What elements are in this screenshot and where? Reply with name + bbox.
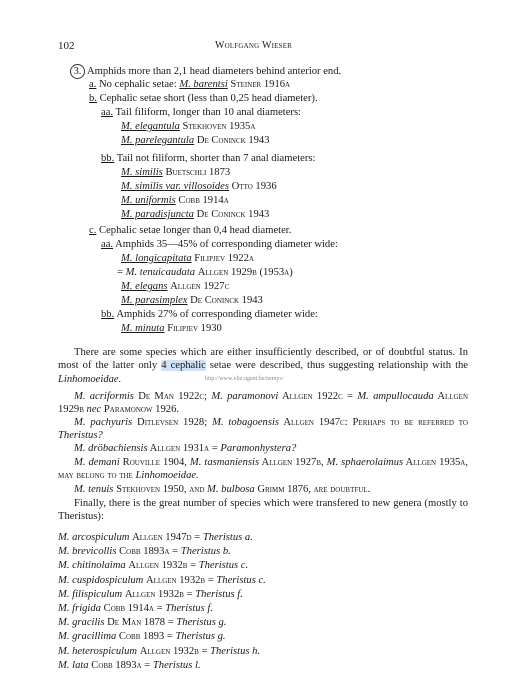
species-name: M. paramonovi <box>211 391 279 402</box>
key-label: bb. <box>101 153 115 164</box>
transfer-row <box>58 645 260 658</box>
key-line-b <box>89 92 318 105</box>
watermark-text: http://www.vliz.ugent.be/nemys/ <box>205 376 284 382</box>
species-authority: Cobb 1893 <box>118 631 165 643</box>
key-species-line <box>121 194 229 207</box>
key-label: c. <box>89 225 97 236</box>
new-genus-name: Theristus f. <box>165 603 213 614</box>
key-label: b. <box>89 93 97 104</box>
species-name: M. sphaerolaimus <box>326 457 404 468</box>
key-text: Amphids 27% of corresponding diameter wide: <box>116 309 318 320</box>
key-line-3 <box>70 64 341 79</box>
species-name: M. demani <box>74 457 120 468</box>
key-species-line <box>121 280 229 293</box>
species-authority: Allgen 1932b <box>139 645 199 657</box>
key-text: Tail filiform, longer than 10 anal diameters: <box>115 107 302 118</box>
species-authority: Cobb 1893a <box>91 659 142 671</box>
taxon-name: Linhomoeidae. <box>135 470 199 482</box>
equals-sign: = <box>191 532 203 543</box>
key-text: Amphids 35—45% of corresponding diameter wide: <box>115 239 338 250</box>
species-name: M. elegans <box>121 281 168 292</box>
key-label: a. <box>89 79 97 90</box>
species-authority: De Man 1922c; <box>133 391 212 402</box>
species-name: M. frigida <box>58 603 101 614</box>
transfer-row <box>58 659 201 672</box>
species-name: M. gracillima <box>58 631 117 643</box>
key-species-line <box>121 120 255 133</box>
transfer-row <box>58 588 243 601</box>
species-authority: Stekhoven 1950, and <box>113 484 208 495</box>
equals-sign: = <box>153 603 166 614</box>
species-authority: Cobb 1893a <box>119 546 170 558</box>
species-name: M. lata <box>58 659 89 671</box>
species-authority: Otto 1936 <box>231 181 277 192</box>
new-genus-name: Theristus c. <box>198 560 249 572</box>
transfer-row <box>58 630 226 643</box>
species-authority: De Man 1878 <box>107 617 166 629</box>
new-genus-name: Theristus a. <box>202 532 253 543</box>
species-authority: Ditlevsen 1928; <box>132 417 213 428</box>
transfer-row <box>58 602 213 615</box>
key-text: Amphids more than 2,1 head diameters behind anterior end. <box>87 66 342 77</box>
taxon-name: Linhomoeidae. <box>58 373 122 385</box>
species-authority: Allgen 1932b <box>146 574 206 586</box>
key-species-line <box>121 294 263 307</box>
key-species-line <box>121 180 277 193</box>
key-label: aa. <box>101 239 114 250</box>
species-name: M. elegantula <box>121 121 180 132</box>
equals-sign: = <box>164 631 176 643</box>
new-genus-name: Theristus c. <box>216 574 266 586</box>
equals-sign: = <box>141 659 153 671</box>
paragraph-drobachiensis <box>58 442 468 455</box>
key-line-a <box>89 78 290 91</box>
key-text: No cephalic setae: <box>99 79 180 90</box>
species-authority: Allgen 1947d <box>132 532 192 543</box>
key-text: Tail not filiform, shorter than 7 anal diameters: <box>116 153 316 164</box>
species-name: M. acriformis <box>74 391 134 402</box>
key-species-line <box>121 134 270 147</box>
species-authority: Allgen 1922c = <box>278 391 358 402</box>
paragraph-transfers-intro: Finally, there is the great number of species which were transfered to new genera (mostly to Theristus): <box>58 498 468 523</box>
new-genus-name: Theristus b. <box>180 546 231 558</box>
paragraph-acriformis <box>58 390 468 417</box>
species-name: M. dröbachiensis <box>74 443 148 454</box>
species-name: M. chitinolaima <box>58 560 126 572</box>
species-name: M. parelegantula <box>121 135 195 146</box>
species-authority: Allgen 1929b <box>58 391 468 416</box>
species-authority: Buetschli 1873 <box>165 167 231 178</box>
paragraph-tenuis <box>58 483 468 496</box>
species-authority: Allgen 1932b <box>124 588 184 600</box>
species-authority: De Coninck 1943 <box>190 295 263 306</box>
species-name: M. arcospiculum <box>58 532 130 543</box>
key-line-b-aa <box>101 106 301 119</box>
species-authority: Allgen 1947c: Perhaps to be referred to <box>279 417 468 428</box>
species-authority: Rouville 1904, <box>119 457 190 468</box>
species-name: M. minuta <box>121 323 165 334</box>
species-name: M. parasimplex <box>121 295 188 306</box>
species-name: M. pachyuris <box>74 417 133 428</box>
new-genus-name: Theristus g. <box>176 617 227 629</box>
species-name: M. tobagoensis <box>212 417 280 428</box>
transfer-row <box>58 559 248 572</box>
species-name: M. filispiculum <box>58 588 123 600</box>
highlighted-text: 4 cephalic <box>161 360 206 372</box>
new-genus-name: Theristus g. <box>175 631 226 643</box>
species-authority: Grimm 1876, are doubtful. <box>254 484 371 495</box>
species-authority: De Coninck 1943 <box>196 209 270 220</box>
species-authority: Paramonow 1926. <box>101 404 180 416</box>
nec-word: nec <box>86 404 102 416</box>
new-genus-name: Theristus f. <box>195 588 243 600</box>
species-name: M. tasmaniensis <box>189 457 260 468</box>
species-authority: Allgen 1931a = <box>147 443 221 454</box>
species-name: M. cuspidospiculum <box>58 574 144 586</box>
paragraph-demani <box>58 456 468 483</box>
genus-name: Theristus? <box>58 430 103 442</box>
species-authority: De Coninck 1943 <box>196 135 270 146</box>
species-authority: Filipjev 1922a <box>194 253 254 264</box>
species-name: M. heterospiculum <box>58 645 138 657</box>
key-species-line <box>121 252 254 265</box>
key-line-c-bb <box>101 308 318 321</box>
species-authority: Stekhoven 1935a <box>182 121 256 132</box>
equals-sign: = <box>205 574 217 586</box>
key-synonym-line <box>117 266 293 279</box>
genus-name: Paramonhystera? <box>220 443 297 454</box>
circled-number: 3. <box>70 64 85 79</box>
species-name: M. gracilis <box>58 617 105 629</box>
equals-sign: = <box>198 645 211 657</box>
paragraph-pachyuris <box>58 416 468 443</box>
species-authority: Filipjev 1930 <box>167 323 222 334</box>
key-label: aa. <box>101 107 114 118</box>
key-line-b-bb <box>101 152 315 165</box>
equals-sign: = <box>169 546 181 558</box>
key-text: Cephalic setae longer than 0,4 head diameter. <box>99 225 292 236</box>
paragraph-text: There are some species which are either insufficiently described, or of doubtful status. In most of the latter only <box>58 347 468 372</box>
key-line-c <box>89 224 291 237</box>
key-label: bb. <box>101 309 115 320</box>
equals-sign: = <box>187 560 199 572</box>
new-genus-name: Theristus h. <box>210 645 261 657</box>
running-author: Wolfgang Wieser <box>214 40 293 51</box>
species-authority: Cobb 1914a <box>103 603 154 614</box>
species-name: M. barentsi <box>179 79 228 90</box>
species-name: M. similis <box>121 167 163 178</box>
synonym-sign: = <box>117 267 126 278</box>
key-species-line <box>121 208 269 221</box>
species-name: M. brevicollis <box>58 546 117 558</box>
species-authority: Cobb 1914a <box>178 195 229 206</box>
species-authority: Allgen 1927b, <box>259 457 327 468</box>
equals-sign: = <box>183 588 196 600</box>
equals-sign: = <box>165 617 177 629</box>
species-authority: Allgen 1932b <box>128 560 188 572</box>
species-name: M. tenuis <box>74 484 114 495</box>
transfer-row <box>58 616 226 629</box>
species-authority: Allgen 1935a, may belong to the <box>58 457 469 482</box>
transfer-row <box>58 574 266 587</box>
species-name: M. bulbosa <box>207 484 255 495</box>
species-name: M. similis var. villosoides <box>121 181 229 192</box>
key-species-line <box>121 322 222 335</box>
species-name: M. longicapitata <box>121 253 192 264</box>
paragraph-text: setae were described, thus suggesting relationship with the <box>205 360 469 372</box>
species-authority: Allgen 1927c <box>170 281 230 292</box>
species-name: M. tenuicaudata <box>125 267 196 278</box>
species-name: M. ampullocauda <box>357 391 434 402</box>
key-line-c-aa <box>101 238 338 251</box>
species-name: M. uniformis <box>121 195 176 206</box>
key-text: Cephalic setae short (less than 0,25 head diameter). <box>99 93 318 104</box>
species-authority: Allgen 1929b (1953a) <box>197 267 293 278</box>
species-authority: Steiner 1916a <box>230 79 291 90</box>
new-genus-name: Theristus l. <box>152 659 201 671</box>
transfer-row <box>58 545 231 558</box>
page-number: 102 <box>58 40 75 52</box>
species-name: M. paradisjuncta <box>121 209 194 220</box>
transfer-row <box>58 531 253 544</box>
key-species-line <box>121 166 230 179</box>
